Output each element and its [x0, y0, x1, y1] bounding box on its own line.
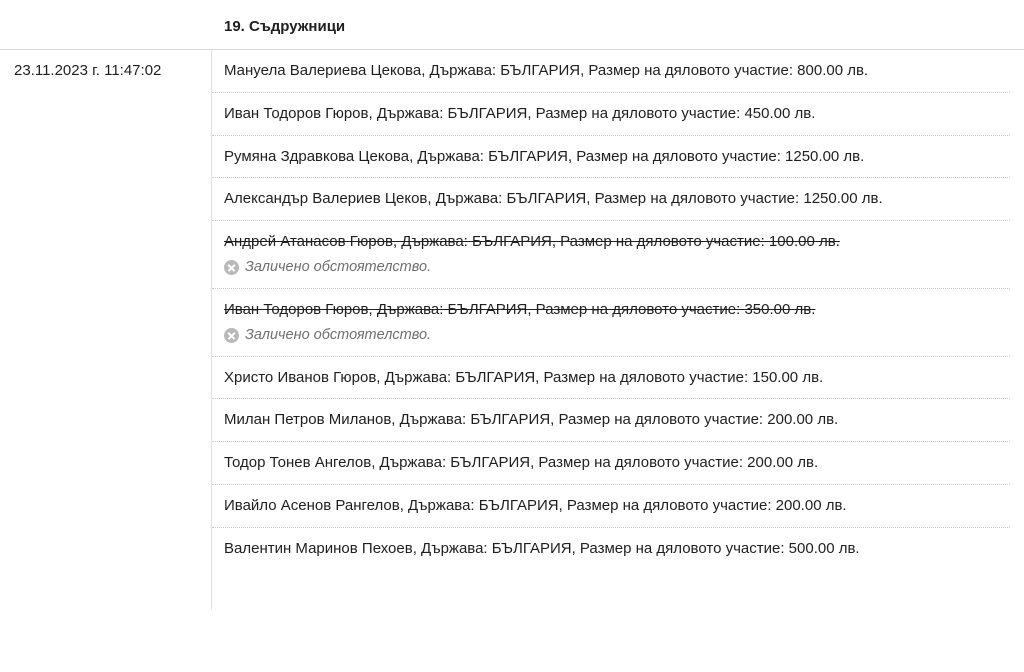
deleted-circle-icon	[224, 260, 239, 275]
partner-entry-text: Александър Валериев Цеков, Държава: БЪЛГАРИЯ, Размер на дяловото участие: 1250.00 лв.	[224, 190, 883, 208]
partner-entry-text: Мануела Валериева Цекова, Държава: БЪЛГАРИЯ, Размер на дяловото участие: 800.00 лв.	[224, 62, 869, 79]
list-item	[212, 221, 1010, 289]
deleted-circle-icon	[224, 328, 239, 343]
section-body	[0, 50, 1024, 610]
section-header-row	[0, 1, 1024, 50]
list-item	[212, 289, 1010, 357]
list-item	[212, 442, 1010, 485]
partner-entry-text: Иван Тодоров Гюров, Държава: БЪЛГАРИЯ, Размер на дяловото участие: 350.00 лв.	[224, 300, 816, 318]
list-item	[212, 357, 1010, 400]
record-timestamp-column	[0, 50, 212, 610]
list-item	[212, 399, 1010, 442]
partner-entry-text: Ивайло Асенов Рангелов, Държава: БЪЛГАРИЯ, Размер на дяловото участие: 200.00 лв.	[224, 496, 847, 514]
partner-entry-text: Румяна Здравкова Цекова, Държава: БЪЛГАРИЯ, Размер на дяловото участие: 1250.00 лв.	[224, 147, 865, 165]
partner-entry-text: Милан Петров Миланов, Държава: БЪЛГАРИЯ, Размер на дяловото участие: 200.00 лв.	[224, 411, 839, 429]
list-item	[212, 50, 1010, 93]
partners-list	[212, 50, 1024, 569]
deleted-note	[224, 325, 998, 346]
record-timestamp: 23.11.2023 г. 11:47:02	[14, 62, 162, 79]
list-item	[212, 178, 1010, 221]
partner-entry-text: Тодор Тонев Ангелов, Държава: БЪЛГАРИЯ, Размер на дяловото участие: 200.00 лв.	[224, 454, 819, 472]
list-item	[212, 528, 1010, 570]
deleted-note-label: Заличено обстоятелство.	[245, 326, 432, 343]
partner-entry-text: Андрей Атанасов Гюров, Държава: БЪЛГАРИЯ, Размер на дяловото участие: 100.00 лв.	[224, 233, 840, 250]
list-item	[212, 485, 1010, 528]
list-item	[212, 93, 1010, 136]
section-title: 19. Съдружници	[224, 18, 346, 35]
deleted-note	[224, 257, 998, 278]
deleted-note-label: Заличено обстоятелство.	[245, 258, 432, 275]
list-item	[212, 136, 1010, 179]
partner-entry-text: Христо Иванов Гюров, Държава: БЪЛГАРИЯ, Размер на дяловото участие: 150.00 лв.	[224, 368, 824, 386]
partner-entry-text: Иван Тодоров Гюров, Държава: БЪЛГАРИЯ, Размер на дяловото участие: 450.00 лв.	[224, 104, 816, 122]
partner-entry-text: Валентин Маринов Пехоев, Държава: БЪЛГАРИЯ, Размер на дяловото участие: 500.00 лв.	[224, 539, 860, 557]
